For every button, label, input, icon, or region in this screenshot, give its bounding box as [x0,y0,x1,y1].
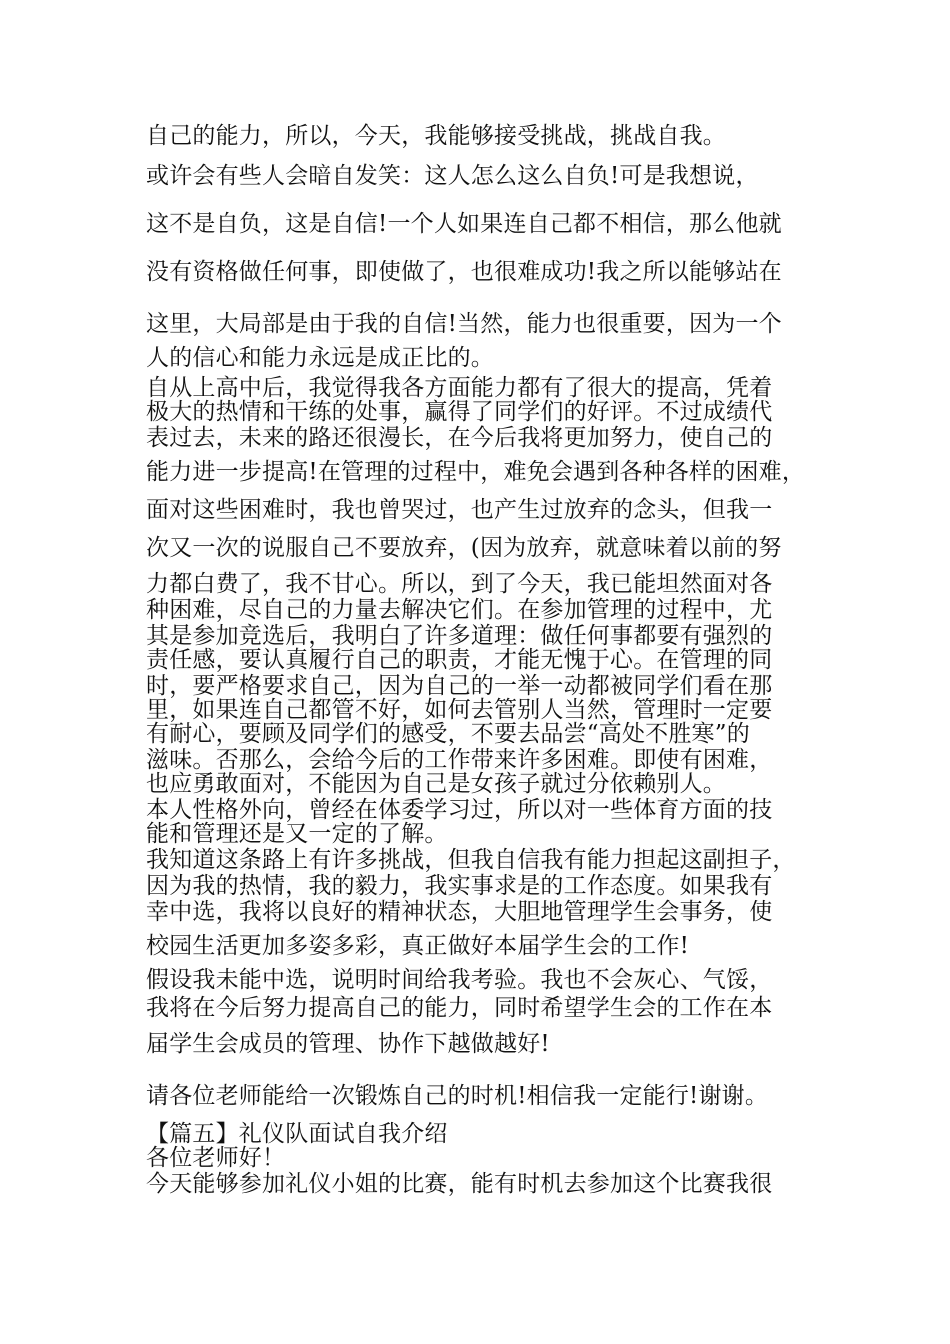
text-line: 其是参加竞选后，我明白了许多道理：做任何事都要有强烈的 [146,623,773,649]
text-line: 里，如果连自己都管不好，如何去管别人当然，管理时一定要 [146,697,773,723]
text-line: 时，要严格要求自己，因为自己的一举一动都被同学们看在那 [146,673,773,699]
text-line: 次又一次的说服自己不要放弃，(因为放弃，就意味着以前的努 [146,535,782,561]
text-line: 种困难，尽自己的力量去解决它们。在参加管理的过程中，尤 [146,597,773,623]
text-line: 有耐心，要顾及同学们的感受，不要去品尝“高处不胜寒”的 [146,721,750,747]
text-line: 或许会有些人会暗自发笑：这人怎么这么自负!可是我想说， [146,163,759,189]
text-line: 面对这些困难时，我也曾哭过，也产生过放弃的念头，但我一 [146,497,773,523]
text-line: 这不是自负，这是自信!一个人如果连自己都不相信，那么他就 [146,211,782,237]
text-line: 没有资格做任何事，即使做了，也很难成功!我之所以能够站在 [146,259,782,285]
text-line: 滋味。否那么，会给今后的工作带来许多困难。即使有困难， [146,747,773,773]
text-line: 我知道这条路上有许多挑战，但我自信我有能力担起这副担子， [146,847,796,873]
text-line: 人的信心和能力永远是成正比的。 [146,345,494,371]
text-line: 因为我的热情，我的毅力，我实事求是的工作态度。如果我有 [146,873,773,899]
text-line: 表过去，未来的路还很漫长，在今后我将更加努力，使自己的 [146,425,773,451]
section-heading: 【篇五】礼仪队面试自我介绍 [146,1121,448,1147]
text-line: 校园生活更加多姿多彩，真正做好本届学生会的工作! [146,933,690,959]
greeting-line: 各位老师好！ [146,1145,286,1171]
text-line: 假设我未能中选，说明时间给我考验。我也不会灰心、气馁， [146,967,773,993]
text-line: 能力进一步提高!在管理的过程中，难免会遇到各种各样的困难， [146,459,806,485]
text-line: 自从上高中后，我觉得我各方面能力都有了很大的提高，凭着 [146,375,773,401]
text-line: 也应勇敢面对，不能因为自己是女孩子就过分依赖别人。 [146,771,726,797]
text-line: 这里，大局部是由于我的自信!当然，能力也很重要，因为一个 [146,311,782,337]
text-line: 我将在今后努力提高自己的能力，同时希望学生会的工作在本 [146,995,773,1021]
text-line: 届学生会成员的管理、协作下越做越好! [146,1031,550,1057]
text-line: 请各位老师能给一次锻炼自己的时机!相信我一定能行!谢谢。 [146,1083,769,1109]
text-line: 能和管理还是又一定的了解。 [146,821,448,847]
text-line: 力都白费了，我不甘心。所以，到了今天，我已能坦然面对各 [146,571,773,597]
text-line: 极大的热情和干练的处事，赢得了同学们的好评。不过成绩代 [146,399,773,425]
text-line: 自己的能力，所以，今天，我能够接受挑战，挑战自我。 [146,123,726,149]
text-line: 今天能够参加礼仪小姐的比赛，能有时机去参加这个比赛我很 [146,1171,773,1197]
text-line: 责任感，要认真履行自己的职责，才能无愧于心。在管理的同 [146,647,773,673]
text-line: 幸中选，我将以良好的精神状态，大胆地管理学生会事务，使 [146,899,773,925]
text-line: 本人性格外向，曾经在体委学习过，所以对一些体育方面的技 [146,797,773,823]
